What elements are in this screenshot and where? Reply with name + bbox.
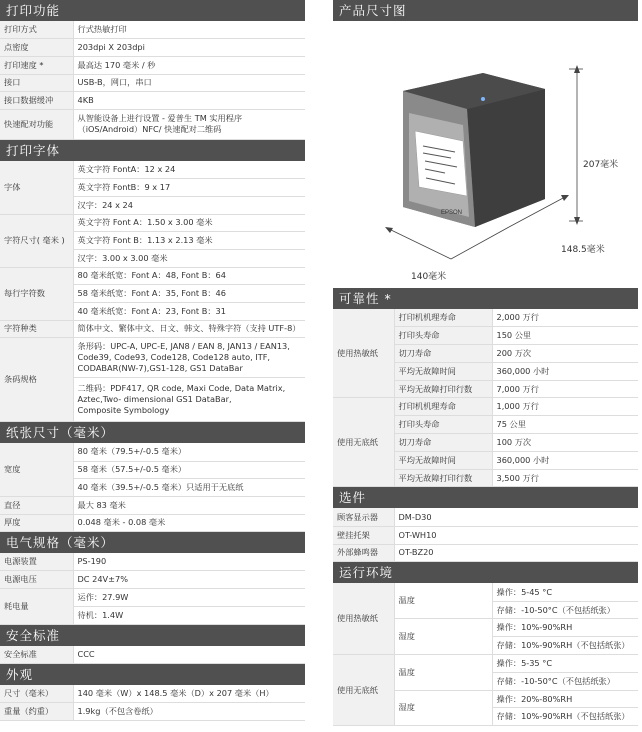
table-row	[333, 655, 638, 673]
spec-value: 最大 83 毫米	[73, 496, 305, 514]
print-font-table	[0, 161, 305, 422]
spec-label: 尺寸（毫米）	[0, 685, 73, 703]
spec-value: 1,000 万行	[492, 398, 638, 416]
spec-value: 操作：20%-80%RH	[492, 690, 638, 708]
spec-value: 汉字：24 x 24	[73, 196, 305, 214]
options-table	[333, 508, 638, 562]
spec-value: DC 24V±7%	[73, 571, 305, 589]
spec-label: 耗电量	[0, 589, 73, 624]
spec-value: 40 毫米纸宽：Font A：23, Font B：31	[73, 302, 305, 320]
table-row	[0, 39, 305, 57]
product-dimension-figure	[333, 21, 638, 286]
table-row	[0, 702, 305, 720]
section-header-paper-size: 纸张尺寸（毫米）	[0, 422, 305, 443]
left-column	[0, 0, 305, 721]
section-header-print-font: 打印字体	[0, 140, 305, 161]
safety-table	[0, 646, 305, 664]
spec-label: 每行字符数	[0, 267, 73, 320]
table-row	[0, 56, 305, 74]
table-row	[0, 267, 305, 285]
spec-value: 存储：-10-50°C（不包括纸张）	[492, 672, 638, 690]
spec-label: 打印方式	[0, 21, 73, 39]
spec-label: 切刀寿命	[394, 345, 492, 363]
spec-value: 英文字符 Font A：1.50 x 3.00 毫米	[73, 214, 305, 232]
spec-label: 打印头寿命	[394, 416, 492, 434]
spec-label: 字符尺寸( 毫米 )	[0, 214, 73, 267]
table-row	[0, 571, 305, 589]
section-header-product-dimensions: 产品尺寸图	[333, 0, 638, 21]
section-header-options: 选件	[333, 487, 638, 508]
spec-value: 4KB	[73, 92, 305, 110]
spec-label: 切刀寿命	[394, 434, 492, 452]
spec-label: 条码规格	[0, 338, 73, 422]
group-label: 使用热敏纸	[333, 583, 394, 654]
spec-value: 75 公里	[492, 416, 638, 434]
section-header-safety: 安全标准	[0, 625, 305, 646]
spec-value: PS-190	[73, 553, 305, 571]
spec-value: 操作：10%-90%RH	[492, 619, 638, 637]
spec-label: 字体	[0, 161, 73, 214]
table-row	[333, 309, 638, 327]
spec-value: 2,000 万行	[492, 309, 638, 327]
spec-value: 英文字符 FontB：9 x 17	[73, 179, 305, 197]
spec-label: 平均无故障打印行数	[394, 469, 492, 487]
width-dimension-label: 140毫米	[411, 272, 447, 282]
spec-value: 0.048 毫米 - 0.08 毫米	[73, 514, 305, 532]
spec-label: 厚度	[0, 514, 73, 532]
spec-value: USB-B，网口，串口	[73, 74, 305, 92]
table-row	[333, 508, 638, 526]
spec-label: 电源装置	[0, 553, 73, 571]
spec-label: 打印头寿命	[394, 327, 492, 345]
table-row	[333, 544, 638, 562]
spec-value: 58 毫米（57.5+/-0.5 毫米）	[73, 461, 305, 479]
spec-label: 打印速度 *	[0, 56, 73, 74]
spec-label: 接口数据缓冲	[0, 92, 73, 110]
spec-value: OT-WH10	[394, 526, 638, 544]
spec-value: 汉字：3.00 x 3.00 毫米	[73, 249, 305, 267]
spec-label: 湿度	[394, 690, 492, 726]
spec-value: 7,000 万行	[492, 380, 638, 398]
spec-value: OT-BZ20	[394, 544, 638, 562]
table-row	[0, 685, 305, 703]
spec-label: 温度	[394, 655, 492, 691]
spec-value: 203dpi X 203dpi	[73, 39, 305, 57]
spec-value: 100 万次	[492, 434, 638, 452]
group-label: 使用热敏纸	[333, 309, 394, 398]
environment-table	[333, 583, 638, 726]
spec-value: 存储：10%-90%RH（不包括纸张）	[492, 637, 638, 655]
spec-value: DM-D30	[394, 508, 638, 526]
height-dimension-label: 207毫米	[583, 160, 619, 170]
spec-label: 电源电压	[0, 571, 73, 589]
spec-value: 140 毫米（W）x 148.5 毫米（D）x 207 毫米（H）	[73, 685, 305, 703]
printer-side	[467, 89, 545, 227]
table-row	[0, 496, 305, 514]
spec-label: 重量（约重）	[0, 702, 73, 720]
spec-label: 点密度	[0, 39, 73, 57]
group-label: 使用无底纸	[333, 655, 394, 726]
right-column	[333, 0, 638, 726]
spec-label: 直径	[0, 496, 73, 514]
spec-label: 快速配对功能	[0, 109, 73, 139]
table-row	[333, 583, 638, 601]
spec-value: 操作：5-45 °C	[492, 583, 638, 601]
spec-value: 行式热敏打印	[73, 21, 305, 39]
spec-label: 壁挂托架	[333, 526, 394, 544]
print-function-table	[0, 21, 305, 140]
power-led-icon	[481, 97, 485, 101]
spec-value: 英文字符 FontA：12 x 24	[73, 161, 305, 179]
spec-label: 字符种类	[0, 320, 73, 338]
spec-value: 最高达 170 毫米 / 秒	[73, 56, 305, 74]
table-row	[0, 646, 305, 664]
spec-value: 3,500 万行	[492, 469, 638, 487]
table-row	[0, 553, 305, 571]
spec-value: 80 毫米（79.5+/-0.5 毫米）	[73, 443, 305, 461]
section-header-print-function: 打印功能	[0, 0, 305, 21]
spec-value: 简体中文、繁体中文、日文、韩文、特殊字符（支持 UTF-8）	[73, 320, 305, 338]
table-row	[0, 320, 305, 338]
spec-label: 打印机机理寿命	[394, 309, 492, 327]
spec-value: 40 毫米（39.5+/-0.5 毫米）只适用于无底纸	[73, 479, 305, 497]
table-row	[0, 589, 305, 607]
spec-label: 打印机机理寿命	[394, 398, 492, 416]
spec-label: 外部蜂鸣器	[333, 544, 394, 562]
spec-value: 英文字符 Font B：1.13 x 2.13 毫米	[73, 232, 305, 250]
spec-value: 待机：1.4W	[73, 606, 305, 624]
section-header-appearance: 外观	[0, 664, 305, 685]
spec-label: 平均无故障时间	[394, 451, 492, 469]
spec-value: 二维码：PDF417, QR code, Maxi Code, Data Matrix, Aztec,Two- dimensional GS1 DataBar, Composite Symbology	[73, 378, 305, 422]
spec-value: 80 毫米纸宽：Font A：48, Font B：64	[73, 267, 305, 285]
width-dimension-line	[389, 229, 451, 259]
table-row	[333, 526, 638, 544]
printer-brand-logo: EPSON	[441, 210, 463, 216]
paper-size-table	[0, 443, 305, 532]
spec-value: 360,000 小时	[492, 451, 638, 469]
spec-label: 顾客显示器	[333, 508, 394, 526]
appearance-table	[0, 685, 305, 721]
spec-value: 运作：27.9W	[73, 589, 305, 607]
table-row	[0, 443, 305, 461]
section-header-reliability: 可靠性 *	[333, 288, 638, 309]
spec-label: 温度	[394, 583, 492, 619]
table-row	[0, 92, 305, 110]
spec-value: 1.9kg（不包含卷纸）	[73, 702, 305, 720]
table-row	[0, 109, 305, 139]
section-header-electrical: 电气规格（毫米）	[0, 532, 305, 553]
table-row	[0, 338, 305, 378]
spec-label: 湿度	[394, 619, 492, 655]
reliability-table	[333, 309, 638, 487]
spec-value: 360,000 小时	[492, 362, 638, 380]
spec-value: 150 公里	[492, 327, 638, 345]
section-header-environment: 运行环境	[333, 562, 638, 583]
depth-dimension-line	[451, 227, 509, 259]
spec-value: 从智能设备上进行设置 - 爱普生 TM 实用程序 （iOS/Android）NFC/ 快速配对二维码	[73, 109, 305, 139]
spec-label: 宽度	[0, 443, 73, 496]
spec-value: 200 万次	[492, 345, 638, 363]
spec-label: 安全标准	[0, 646, 73, 664]
spec-value: 存储：10%-90%RH（不包括纸张）	[492, 708, 638, 726]
spec-value: CCC	[73, 646, 305, 664]
table-row	[333, 398, 638, 416]
table-row	[0, 214, 305, 232]
spec-value: 操作：5-35 °C	[492, 655, 638, 673]
table-row	[0, 514, 305, 532]
spec-label: 平均无故障时间	[394, 362, 492, 380]
spec-value: 58 毫米纸宽：Font A：35, Font B：46	[73, 285, 305, 303]
depth-dimension-label: 148.5毫米	[561, 245, 605, 255]
table-row	[0, 21, 305, 39]
electrical-table	[0, 553, 305, 624]
spec-value: 存储：-10-50°C（不包括纸张）	[492, 601, 638, 619]
group-label: 使用无底纸	[333, 398, 394, 487]
table-row	[0, 161, 305, 179]
spec-value: 条形码：UPC-A, UPC-E, JAN8 / EAN 8, JAN13 / EAN13, Code39, Code93, Code128, Code128 auto, ITF, CODABAR(NW-7),GS1-128, GS1 DataBar	[73, 338, 305, 378]
spec-label: 平均无故障打印行数	[394, 380, 492, 398]
spec-label: 接口	[0, 74, 73, 92]
table-row	[0, 74, 305, 92]
